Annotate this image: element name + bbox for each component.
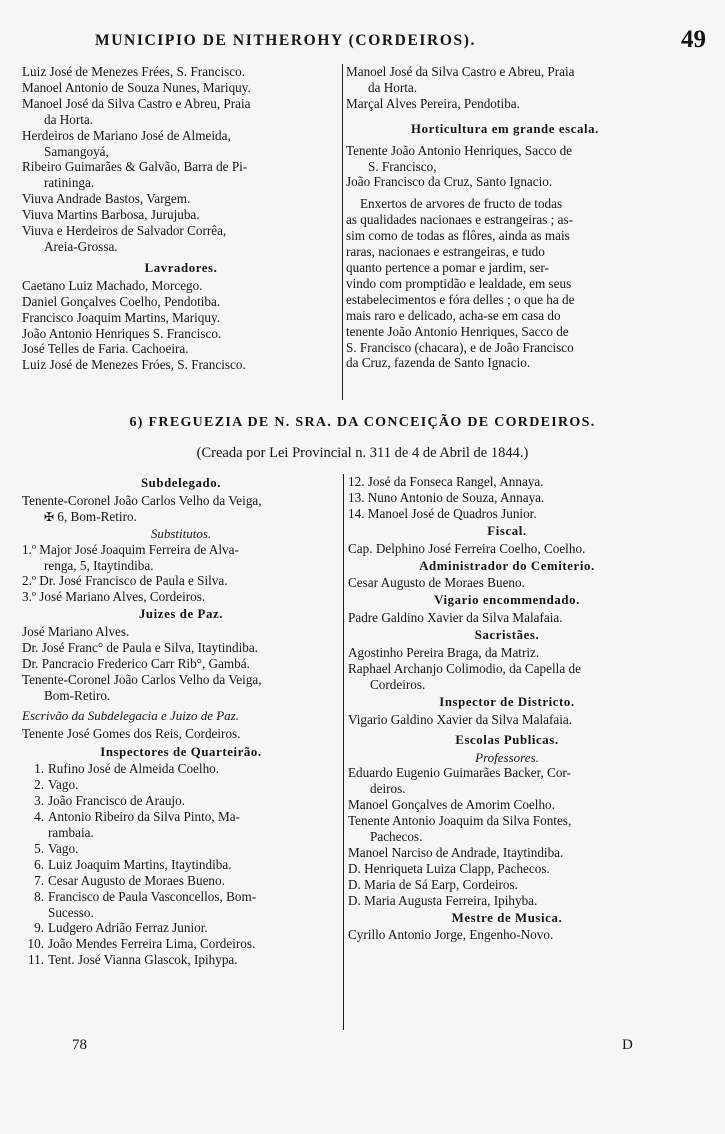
list-item: Manoel Gonçalves de Amorim Coelho. xyxy=(348,797,555,813)
list-item: Herdeiros de Mariano José de Almeida, xyxy=(22,127,231,143)
list-item: José Mariano Alves. xyxy=(22,624,130,640)
list-item: 1.º Major José Joaquim Ferreira de Alva- xyxy=(22,541,239,557)
list-item: Luiz José de Menezes Frées, S. Francisco. xyxy=(22,64,246,79)
list-item: 2.º Dr. José Francisco de Paula e Silva. xyxy=(22,573,228,589)
paragraph-line: sim como de todas as flôres, ainda as mais xyxy=(346,228,570,244)
list-item: Dr. Pancracio Frederico Carr Rib°, Gambá. xyxy=(22,655,250,671)
list-item: 3.º José Mariano Alves, Cordeiros. xyxy=(22,589,206,605)
list-item: 13. Nuno Antonio de Souza, Annaya. xyxy=(348,489,545,505)
running-head xyxy=(20,26,710,54)
list-item: D. Maria de Sá Earp, Cordeiros. xyxy=(348,876,518,892)
list-item: Padre Galdino Xavier da Silva Malafaia. xyxy=(348,610,563,626)
item-text: Rufino José de Almeida Coelho. xyxy=(48,761,220,777)
paragraph-line: vindo com promptidão e lealdade, em seus xyxy=(346,275,572,291)
list-item: Francisco Joaquim Martins, Mariquy. xyxy=(22,309,221,325)
list-item xyxy=(22,809,340,825)
top-right-column xyxy=(346,64,664,371)
vigario-heading: Vigario encommendado. xyxy=(434,593,580,608)
list-item: Vigario Galdino Xavier da Silva Malafaia. xyxy=(348,711,573,727)
musica-heading: Mestre de Musica. xyxy=(451,910,563,925)
list-item: Bom-Retiro. xyxy=(44,687,111,703)
inspectores-list xyxy=(22,761,340,968)
list-item: Cyrillo Antonio Jorge, Engenho-Novo. xyxy=(348,927,554,943)
paragraph-line: tenente João Antonio Henriques, Sacco de xyxy=(346,323,569,339)
bottom-left-column xyxy=(22,474,340,968)
escrivao-heading: Escrivão da Subdelegacia e Juizo de Paz. xyxy=(22,707,239,723)
sacristaes-heading: Sacristães. xyxy=(474,628,540,643)
list-item xyxy=(22,841,340,857)
list-item: Caetano Luiz Machado, Morcego. xyxy=(22,277,203,293)
list-item: Tenente José Gomes dos Reis, Cordeiros. xyxy=(22,725,241,741)
subdelegado-heading: Subdelegado. xyxy=(140,476,222,490)
column-divider xyxy=(343,474,344,1030)
item-number: 10. xyxy=(27,936,44,952)
list-item: Viuva Andrade Bastos, Vargem. xyxy=(22,191,191,207)
list-item: Samangoyá, xyxy=(44,143,109,159)
top-left-column xyxy=(22,64,340,373)
item-number: 4. xyxy=(34,809,44,825)
list-item: Tenente-Coronel João Carlos Velho da Veiga, xyxy=(22,671,262,687)
inspector-districto-heading: Inspector de Districto. xyxy=(439,694,575,709)
item-text: Ludgero Adrião Ferraz Junior. xyxy=(48,920,208,936)
list-item: Manoel José da Silva Castro e Abreu, Praia xyxy=(22,95,251,111)
item-text: Vago. xyxy=(48,840,79,856)
cross-of-order-icon: ✠ xyxy=(44,509,55,524)
paragraph-line: S. Francisco (chacara), e de João Francisco xyxy=(346,339,574,355)
item-text: Cesar Augusto de Moraes Bueno. xyxy=(48,872,225,888)
list-item: Cordeiros. xyxy=(370,676,426,692)
item-number: 1. xyxy=(34,761,44,777)
list-item: Areia-Grossa. xyxy=(44,238,118,254)
item-text: Vago. xyxy=(48,777,79,793)
list-item: Raphael Archanjo Colimodio, da Capella de xyxy=(348,660,581,676)
list-item xyxy=(22,857,340,873)
list-item: D. Maria Augusta Ferreira, Ipihyba. xyxy=(348,892,538,908)
list-item: Tenente-Coronel João Carlos Velho da Veiga, xyxy=(22,492,262,508)
item-number: 3. xyxy=(34,793,44,809)
list-item: Marçal Alves Pereira, Pendotiba. xyxy=(346,95,520,111)
escolas-heading: Escolas Publicas. xyxy=(455,732,559,747)
list-item: S. Francisco, xyxy=(368,158,437,174)
section-title: 6) FREGUEZIA DE N. SRA. DA CONCEIÇÃO DE CORDEIROS. xyxy=(129,415,596,430)
list-item: da Horta. xyxy=(368,79,418,95)
administrador-heading: Administrador do Cemiterio. xyxy=(419,558,595,573)
item-number: 9. xyxy=(34,920,44,936)
list-item: João Antonio Henriques S. Francisco. xyxy=(22,325,222,341)
paragraph-line: Enxertos de arvores de fructo de todas xyxy=(360,196,563,212)
list-item: Pachecos. xyxy=(370,829,423,845)
list-item xyxy=(22,952,340,968)
item-text: rambaia. xyxy=(48,825,94,841)
list-item: Cesar Augusto de Moraes Bueno. xyxy=(348,575,525,591)
running-title: MUNICIPIO DE NITHEROHY (CORDEIROS). xyxy=(95,32,476,49)
list-item-text: renga, 5, Itaytindiba. xyxy=(44,557,154,573)
list-item: Luiz José de Menezes Fróes, S. Francisco. xyxy=(22,357,246,373)
paragraph-line: mais raro e delicado, acha-se em casa do xyxy=(346,307,561,323)
list-item: José Telles de Faria. Cachoeira. xyxy=(22,341,189,357)
list-item: Cap. Delphino José Ferreira Coelho, Coelho. xyxy=(348,540,586,556)
footer-mark: D xyxy=(622,1037,633,1053)
paragraph-line: da Cruz, fazenda de Santo Ignacio. xyxy=(346,355,531,371)
list-item: Ribeiro Guimarães & Galvão, Barra de Pi- xyxy=(22,159,248,175)
list-item: ratininga. xyxy=(44,175,95,191)
list-item: Dr. José Franc° de Paula e Silva, Itaytindiba. xyxy=(22,640,259,656)
inspectores-heading: Inspectores de Quarteirão. xyxy=(100,744,262,759)
item-number: 7. xyxy=(34,872,44,888)
paragraph-line: quanto pertence a pomar e jardim, ser- xyxy=(346,259,549,275)
section-note: (Creada por Lei Provincial n. 311 de 4 de Abril de 1844.) xyxy=(196,445,529,461)
item-number: 2. xyxy=(34,777,44,793)
item-text: Sucesso. xyxy=(48,904,94,920)
paragraph-line: as qualidades nacionaes e estrangeiras ; as- xyxy=(346,212,574,228)
list-item: Agostinho Pereira Braga, da Matriz. xyxy=(348,645,540,661)
list-item xyxy=(22,509,340,526)
item-text: Antonio Ribeiro da Silva Pinto, Ma- xyxy=(48,809,240,825)
list-item: Daniel Gonçalves Coelho, Pendotiba. xyxy=(22,293,221,309)
list-item: D. Henriqueta Luiza Clapp, Pachecos. xyxy=(348,860,550,876)
list-item: Tenente Antonio Joaquim da Silva Fontes, xyxy=(348,813,572,829)
list-item xyxy=(22,558,340,574)
list-item: Manoel Antonio de Souza Nunes, Mariquy. xyxy=(22,79,251,95)
list-item xyxy=(22,873,340,889)
list-item: 14. Manoel José de Quadros Junior. xyxy=(348,505,537,521)
substitutos-heading: Substitutos. xyxy=(150,525,212,541)
paragraph-line: estabelecimentos e fóra delles ; o que ha de xyxy=(346,291,575,307)
lavradores-heading: Lavradores. xyxy=(144,260,218,275)
item-text: João Francisco de Araujo. xyxy=(48,793,185,809)
page-number: 49 xyxy=(681,26,706,53)
item-number: 8. xyxy=(34,888,44,904)
list-item xyxy=(22,761,340,777)
list-item: Eduardo Eugenio Guimarães Backer, Cor- xyxy=(348,765,571,781)
list-item xyxy=(22,889,340,905)
fiscal-heading: Fiscal. xyxy=(487,523,527,538)
list-item: Viuva Martins Barbosa, Jurujuba. xyxy=(22,207,200,223)
list-item xyxy=(22,905,340,921)
list-item xyxy=(22,920,340,936)
list-item: da Horta. xyxy=(44,111,94,127)
list-item: Manoel Narciso de Andrade, Itaytindiba. xyxy=(348,844,564,860)
horticultura-heading: Horticultura em grande escala. xyxy=(411,121,599,136)
item-number: 5. xyxy=(34,840,44,856)
professores-heading: Professores. xyxy=(475,749,539,765)
list-item: João Francisco da Cruz, Santo Ignacio. xyxy=(346,174,553,190)
column-divider xyxy=(342,64,343,400)
bottom-right-column xyxy=(348,474,666,943)
list-item xyxy=(22,825,340,841)
footer-signature: 78 xyxy=(72,1037,87,1053)
list-item: deiros. xyxy=(370,781,406,797)
list-item: Viuva e Herdeiros de Salvador Corrêa, xyxy=(22,223,227,239)
item-text: Tent. José Vianna Glascok, Ipihypa. xyxy=(48,952,238,968)
item-number: 11. xyxy=(28,952,44,968)
item-text: João Mendes Ferreira Lima, Cordeiros. xyxy=(48,936,256,952)
item-number: 6. xyxy=(34,856,44,872)
list-item: Manoel José da Silva Castro e Abreu, Praia xyxy=(346,64,575,79)
list-item: 12. José da Fonseca Rangel, Annaya. xyxy=(348,474,544,489)
item-text: Francisco de Paula Vasconcellos, Bom- xyxy=(48,888,257,904)
list-item xyxy=(22,777,340,793)
list-item: Tenente João Antonio Henriques, Sacco de xyxy=(346,142,573,158)
item-text: Luiz Joaquim Martins, Itaytindiba. xyxy=(48,856,232,872)
list-item xyxy=(22,793,340,809)
list-item-text: 6, Bom-Retiro. xyxy=(57,508,137,524)
list-item xyxy=(22,936,340,952)
juizes-heading: Juizes de Paz. xyxy=(138,607,224,622)
paragraph-line: raras, nacionaes e estrangeiras, e tudo xyxy=(346,244,545,260)
